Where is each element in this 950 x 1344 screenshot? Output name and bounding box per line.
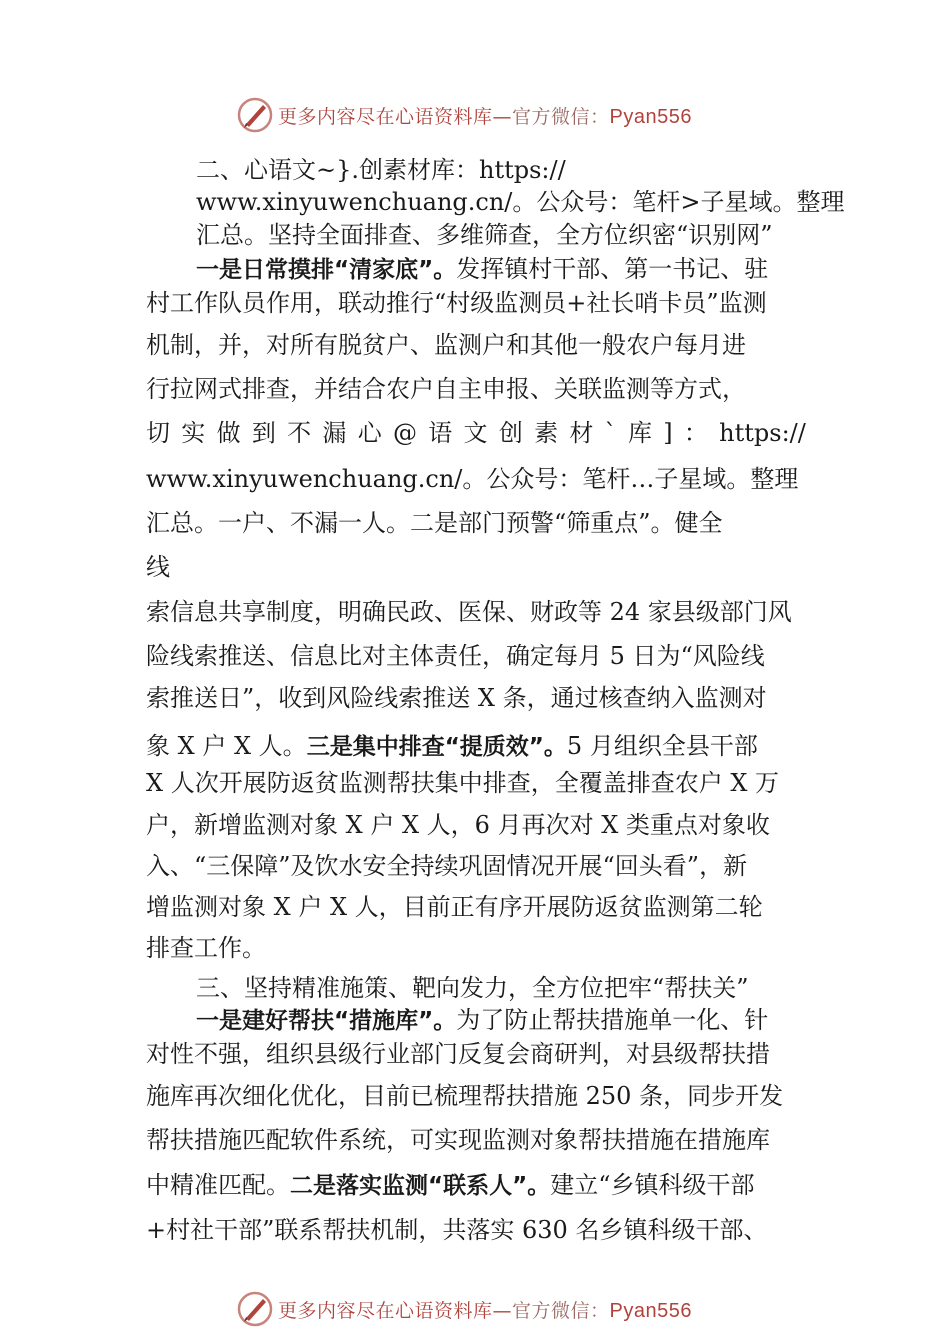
header-watermark-banner: [0, 96, 950, 136]
text-line: 一是建好帮扶“措施库”。为了防止帮扶措施单一化、针: [196, 1006, 769, 1034]
spaced-char: 漏: [322, 419, 347, 447]
text-line: 帮扶措施匹配软件系统，可实现监测对象帮扶措施在措施库: [146, 1126, 770, 1154]
spaced-char: 创: [498, 419, 523, 447]
text-line: +村社干部”联系帮扶机制，共落实 630 名乡镇科级干部、: [146, 1216, 768, 1244]
banner-text: 更多内容尽在心语资料库—官方微信：Pyan556: [278, 1300, 692, 1322]
text-line: 增监测对象 X 户 X 人，目前正有序开展防返贫监测第二轮: [146, 893, 763, 921]
spaced-char: 文: [463, 419, 488, 447]
spaced-char: 做: [216, 419, 241, 447]
text-line: 三、坚持精准施策、靶向发力，全方位把牢“帮扶关”: [196, 974, 749, 1002]
bold-heading: 二是落实监测“联系人”。: [290, 1173, 551, 1199]
spaced-text-line: [146, 418, 806, 448]
text-line: 索信息共享制度，明确民政、医保、财政等 24 家县级部门风: [146, 598, 792, 626]
banner-text: 更多内容尽在心语资料库—官方微信：Pyan556: [278, 106, 692, 128]
text-line: 村工作队员作用，联动推行“村级监测员+社长哨卡员”监测: [146, 289, 767, 317]
footer-watermark-banner: [0, 1290, 950, 1330]
text-line: 户，新增监测对象 X 户 X 人，6 月再次对 X 类重点对象收: [146, 811, 770, 839]
pen-logo-icon: [236, 1290, 274, 1328]
text-line: 汇总。一户、不漏一人。二是部门预警“筛重点”。健全: [146, 509, 723, 537]
spaced-char: 库: [627, 419, 652, 447]
bold-heading: 三是集中排查“提质效”。: [306, 734, 567, 760]
text-line: 汇总。坚持全面排查、多维筛查，全方位织密“识别网”: [196, 221, 773, 249]
spaced-char: 切: [146, 419, 170, 447]
text-line: 索推送日”，收到风险线索推送 X 条，通过核查纳入监测对: [146, 684, 767, 712]
text-line: 行拉网式排查，并结合农户自主申报、关联监测等方式，: [146, 375, 746, 403]
text-line: 二、心语文~}.创素材库：https://: [196, 156, 566, 184]
text-line: 对性不强，组织县级行业部门反复会商研判，对县级帮扶措: [146, 1040, 770, 1068]
bold-heading: 一是建好帮扶“措施库”。: [196, 1008, 457, 1034]
spaced-char: ：: [683, 419, 708, 447]
spaced-char: @: [392, 419, 417, 447]
spaced-char: 不: [287, 419, 312, 447]
spaced-char: 心: [357, 419, 382, 447]
text-line: 施库再次细化优化，目前已梳理帮扶措施 250 条，同步开发: [146, 1082, 784, 1110]
text-line: 中精准匹配。二是落实监测“联系人”。建立“乡镇科级干部: [146, 1171, 755, 1199]
spaced-char: `: [604, 419, 617, 447]
text-line: 象 X 户 X 人。三是集中排查“提质效”。5 月组织全县干部: [146, 732, 758, 760]
text-line: 一是日常摸排“清家底”。发挥镇村干部、第一书记、驻: [196, 255, 769, 283]
text-line: 机制，并，对所有脱贫户、监测户和其他一般农户每月进: [146, 331, 746, 359]
spaced-char: 材: [569, 419, 594, 447]
spaced-char: 素: [534, 419, 559, 447]
text-line: 线: [146, 553, 170, 581]
pen-logo-icon: [236, 96, 274, 134]
spaced-char: https://: [719, 419, 806, 447]
text-line: www.xinyuwenchuang.cn/。公众号：笔杆>子星域。整理: [196, 188, 845, 216]
bold-heading: 一是日常摸排“清家底”。: [196, 257, 457, 283]
spaced-char: 语: [428, 419, 453, 447]
text-line: 排查工作。: [146, 934, 266, 962]
spaced-char: 到: [251, 419, 276, 447]
text-line: www.xinyuwenchuang.cn/。公众号：笔杆…子星域。整理: [146, 465, 799, 493]
text-line: 入、“三保障”及饮水安全持续巩固情况开展“回头看”，新: [146, 852, 748, 880]
text-line: X 人次开展防返贫监测帮扶集中排查，全覆盖排查农户 X 万: [146, 769, 780, 797]
spaced-char: ]: [663, 419, 673, 447]
spaced-char: 实: [181, 419, 206, 447]
text-line: 险线索推送、信息比对主体责任，确定每月 5 日为“风险线: [146, 642, 765, 670]
